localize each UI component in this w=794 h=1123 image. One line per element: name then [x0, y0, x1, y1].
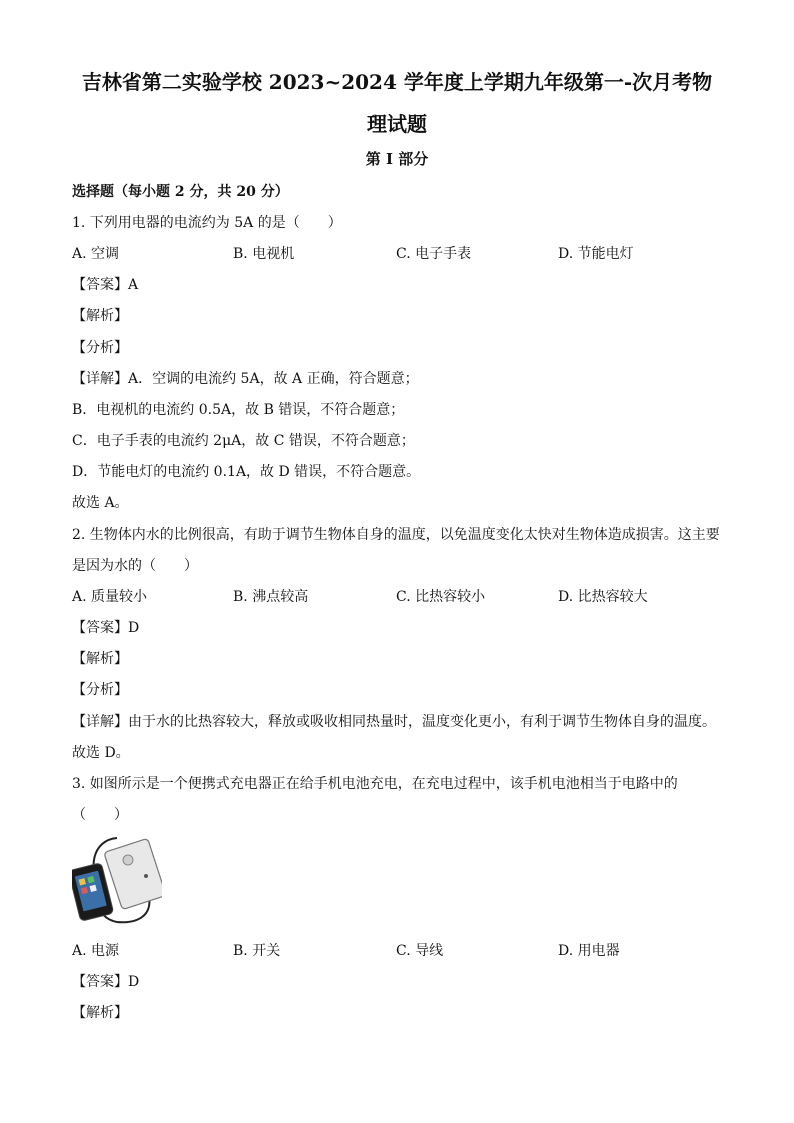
q3-answer: 【答案】D — [72, 974, 140, 990]
q1-answer: 【答案】A — [72, 277, 139, 293]
q1-detail-c: C．电子手表的电流约 2μA，故 C 错误，不符合题意； — [72, 433, 415, 449]
q2-option-a: A. 质量较小 — [72, 589, 148, 605]
power-bank — [104, 838, 162, 909]
exam-title-line-1: 吉林省第二实验学校 2023~2024 学年度上学期九年级第一-次月考物 — [81, 70, 713, 94]
phone-charger-figure — [72, 830, 162, 930]
section-heading: 选择题（每小题 2 分，共 20 分） — [72, 184, 289, 200]
exam-title-line-2: 理试题 — [367, 112, 427, 136]
power-bank-button — [123, 855, 133, 865]
q1-detail-a: 【详解】A．空调的电流约 5A，故 A 正确，符合题意； — [72, 371, 419, 387]
q1-detail-d: D．节能电灯的电流约 0.1A，故 D 错误，不符合题意。 — [72, 464, 421, 480]
q3-option-b: B. 开关 — [233, 943, 281, 959]
q3-option-a: A. 电源 — [72, 943, 120, 959]
q2-detail: 【详解】由于水的比热容较大，释放或吸收相同热量时，温度变化更小，有利于调节生物体自身的温度。 — [72, 714, 716, 730]
q2-option-b: B. 沸点较高 — [233, 589, 309, 605]
q1-conclusion: 故选 A。 — [72, 495, 129, 511]
q3-stem-line-1: 3. 如图所示是一个便携式充电器正在给手机电池充电，在充电过程中，该手机电池相当于电路中的 — [72, 776, 678, 792]
q1-fenxi-label: 【分析】 — [72, 340, 128, 356]
q2-option-c: C. 比热容较小 — [396, 589, 486, 605]
q1-detail-b: B．电视机的电流约 0.5A，故 B 错误，不符合题意； — [72, 402, 405, 418]
q2-stem-line-2: 是因为水的（ ） — [72, 558, 198, 574]
q1-analysis-label: 【解析】 — [72, 308, 128, 324]
q2-analysis-label: 【解析】 — [72, 651, 128, 667]
q1-option-d: D. 节能电灯 — [558, 246, 634, 262]
power-bank-logo — [144, 874, 148, 878]
q3-analysis-label: 【解析】 — [72, 1005, 128, 1021]
q2-conclusion: 故选 D。 — [72, 745, 130, 761]
q1-option-b: B. 电视机 — [233, 246, 295, 262]
q2-answer: 【答案】D — [72, 620, 140, 636]
q1-stem: 1. 下列用电器的电流约为 5A 的是（ ） — [72, 215, 342, 231]
q3-stem-line-2: （ ） — [72, 807, 128, 823]
q2-option-d: D. 比热容较大 — [558, 589, 648, 605]
q1-option-a: A. 空调 — [72, 246, 120, 262]
q1-option-c: C. 电子手表 — [396, 246, 472, 262]
q3-option-d: D. 用电器 — [558, 943, 620, 959]
q2-stem-line-1: 2. 生物体内水的比例很高，有助于调节生物体自身的温度，以免温度变化太快对生物体造成损害。这主要 — [72, 527, 720, 543]
q3-option-c: C. 导线 — [396, 943, 444, 959]
part-heading: 第 I 部分 — [365, 150, 429, 168]
q2-fenxi-label: 【分析】 — [72, 682, 128, 698]
